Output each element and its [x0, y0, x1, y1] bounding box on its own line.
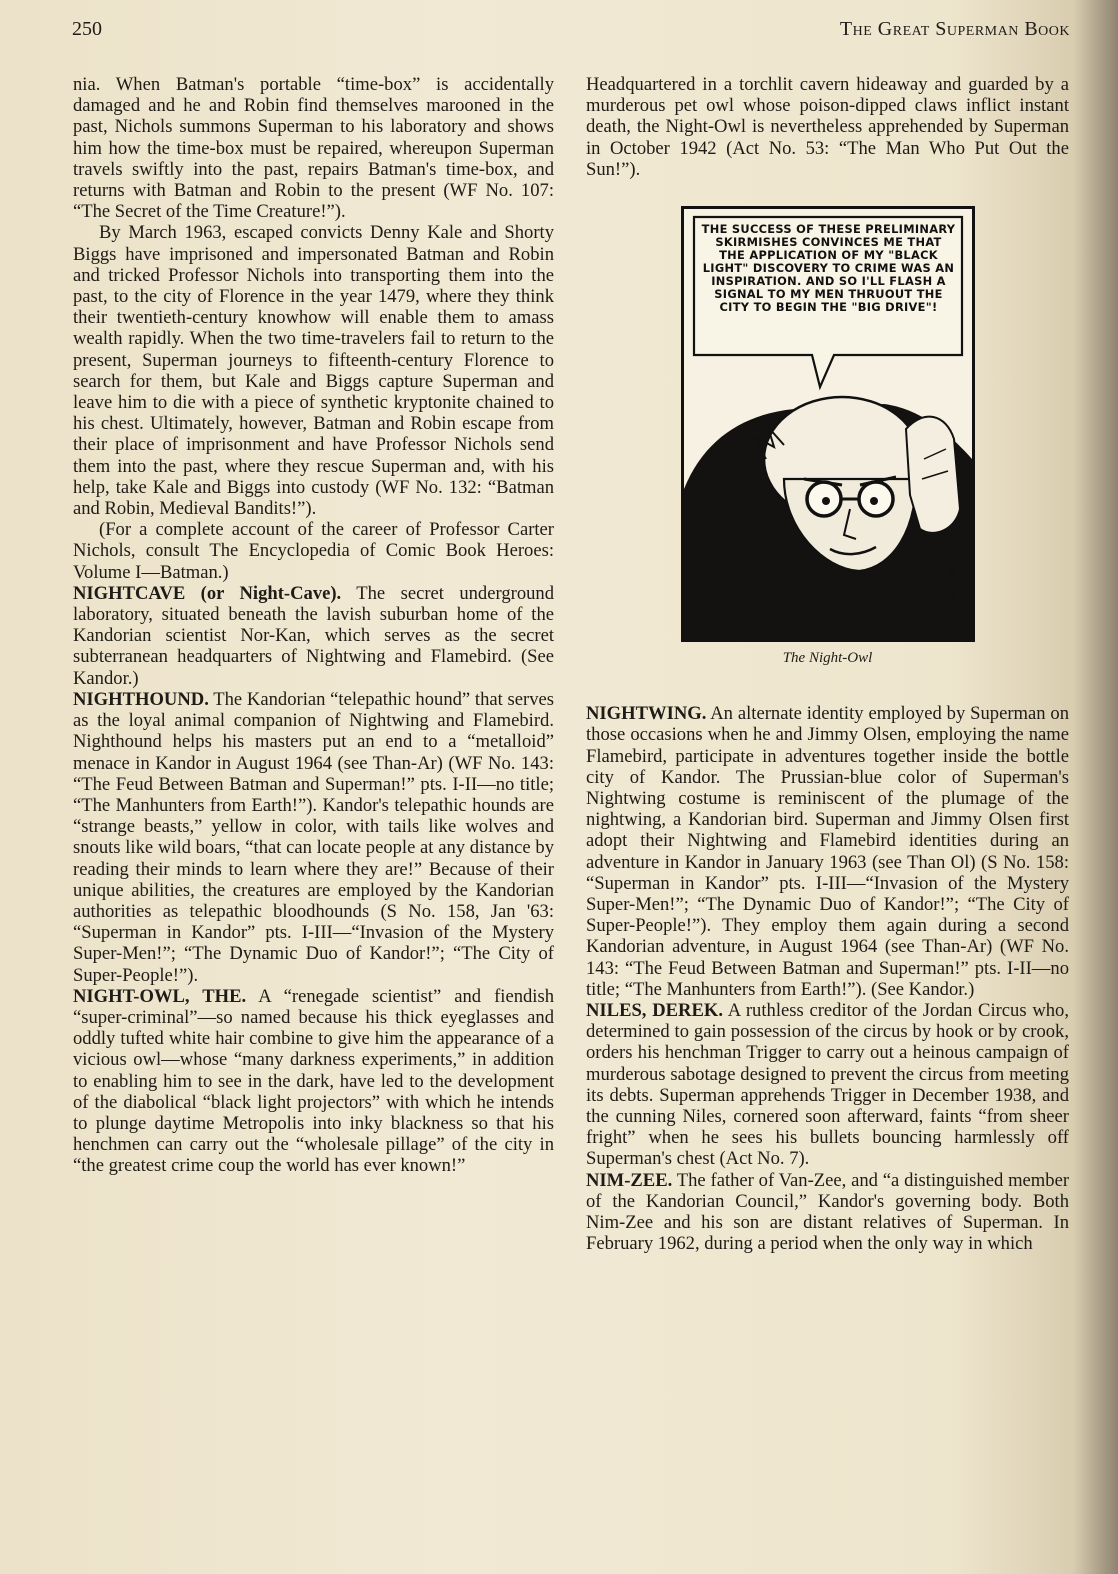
left-column	[73, 74, 554, 1177]
entry-niles-derek	[586, 1000, 1069, 1170]
paragraph: nia. When Batman's portable “time-box” is accidentally damaged and he and Robin find themselves marooned in the past, Nichols summons Superman to his laboratory and shows him how the time-box must be repaired, whereupon Superman travels swiftly into the past, repairs Batman's time-box, and returns with Batman and Robin to the present (WF No. 107: “The Secret of the Time Creature!”).	[73, 74, 554, 223]
page-header	[72, 18, 1070, 48]
entry-heading: NIGHTWING.	[586, 703, 707, 725]
entry-heading: NIGHTCAVE (or Night-Cave).	[73, 582, 342, 604]
page-number: 250	[72, 18, 102, 40]
entry-body: A “renegade scientist” and fiendish “super-criminal”—so named because his thick eyeglasses and oddly tufted white hair combine to give him the appearance of a vicious owl—whose “many darkness experiments,” in addition to enabling him to see in the dark, have led to the development of the diabolical “black light projectors” with which he intends to plunge daytime Metropolis into inky blackness so that his henchmen can carry out the “wholesale pillage” of the city in “the greatest crime coup the world has ever known!”	[73, 985, 554, 1177]
copyright-notice: © NPP 1942	[949, 560, 960, 618]
entry-nightcave	[73, 583, 554, 689]
entry-body: A ruthless creditor of the Jordan Circus who, determined to gain possession of the circus by hook or by crook, orders his henchman Trigger to carry out a heinous campaign of murderous sabotage designed to prevent the circus from meeting its debts. Superman apprehends Trigger in December 1938, and the cunning Niles, cornered soon afterward, faints “from sheer fright” when he sees his bullets bouncing harmlessly off Superman's chest (Act No. 7).	[586, 1000, 1070, 1170]
right-column	[586, 74, 1069, 1255]
entry-nim-zee	[586, 1170, 1069, 1255]
figure-caption: The Night-Owl	[782, 650, 873, 667]
entry-heading: NIGHT-OWL, THE.	[73, 985, 247, 1007]
entry-nighthound	[73, 689, 554, 986]
entry-body: The Kandorian “telepathic hound” that serves as the loyal animal companion of Nightwing and Flamebird. Nighthound helps his masters put an end to a “metalloid” menace in Kandor in August 1964 (see Than-Ar) (WF No. 143: “The Feud Between Batman and Superman!” pts. I-II—no title; “The Manhunters from Earth!”). Kandor's telepathic hounds are “strange beasts,” yellow in color, with tails like wolves and snouts like wild boars, “that can locate people at any distance by reading their minds to learn where they are!” Because of their unique abilities, the creatures are employed by the Kandorian authorities as telepathic bloodhounds (S No. 158, Jan '63: “Superman in Kandor” pts. I-III—“Invasion of the Mystery Super-Men!”; “The Dynamic Duo of Kandor!”; “The City of Super-People!”).	[73, 688, 554, 986]
entry-heading: NIGHTHOUND.	[73, 688, 209, 710]
paragraph: By March 1963, escaped convicts Denny Kale and Shorty Biggs have imprisoned and impersonated Batman and Robin and tricked Professor Nichols into transporting them into the past, to the city of Florence in the year 1479, where they think their twentieth-century knowhow will enable them to amass wealth rapidly. When the two time-travelers fail to return to the present, Superman journeys to fifteenth-century Florence to search for them, but Kale and Biggs capture Superman and leave him to die with a piece of synthetic kryptonite chained to his chest. Ultimately, however, Batman and Robin escape from their place of imprisonment and have Professor Nichols send them into the past, where they rescue Superman and, with his help, take Kale and Biggs into custody (WF No. 132: “Batman and Robin, Medieval Bandits!”).	[73, 222, 554, 520]
entry-night-owl	[73, 986, 554, 1177]
entry-body: The secret underground laboratory, situated beneath the lavish suburban home of the Kandorian scientist Nor-Kan, which serves as the secret subterranean headquarters of Nightwing and Flamebird. (See Kandor.)	[73, 582, 555, 689]
running-title: The Great Superman Book	[839, 18, 1070, 40]
speech-balloon-text: THE SUCCESS OF THESE PRELIMINARY SKIRMISHES CONVINCES ME THAT THE APPLICATION OF MY "BLACK LIGHT" DISCOVERY TO CRIME WAS AN INSPIRATION. AND SO I'LL FLASH A SIGNAL TO MY MEN THRUOUT THE CITY TO BEGIN THE "BIG DRIVE"!	[701, 222, 956, 315]
entry-body: The father of Van-Zee, and “a distinguished member of the Kandorian Council,” Kandor's governing body. Both Nim-Zee and his son are distant relatives of Superman. In February 1962, during a period when the only way in which	[586, 1169, 1070, 1255]
paragraph: (For a complete account of the career of Professor Carter Nichols, consult The Encyclopedia of Comic Book Heroes: Volume I—Batman.)	[73, 519, 554, 583]
paragraph: Headquartered in a torchlit cavern hideaway and guarded by a murderous pet owl whose poison-dipped claws inflict instant death, the Night-Owl is nevertheless apprehended by Superman in October 1942 (Act No. 53: “The Man Who Put Out the Sun!”).	[586, 74, 1069, 180]
comic-panel	[681, 206, 975, 642]
entry-nightwing	[586, 703, 1069, 1000]
entry-body: An alternate identity employed by Superman on those occasions when he and Jimmy Olsen, employing the name Flamebird, participate in adventures together inside the bottle city of Kandor. The Prussian-blue color of Superman's Nightwing costume is reminiscent of the plumage of the nightwing, a Kandorian bird. Superman and Jimmy Olsen first adopt their Nightwing and Flamebird identities during an adventure in Kandor in January 1963 (see Than Ol) (S No. 158: “Superman in Kandor” pts. I-III—“Invasion of the Mystery Super-Men!”; “The Dynamic Duo of Kandor!”; “The City of Super-People!”). They employ them again during a second Kandorian adventure, in August 1964 (see Than-Ar) (WF No. 143: “The Feud Between Batman and Superman!” pts. I-II—no title; “The Manhunters from Earth!”). (See Kandor.)	[586, 703, 1070, 1000]
entry-heading: NILES, DEREK.	[586, 1000, 723, 1022]
entry-heading: NIM-ZEE.	[586, 1169, 673, 1191]
